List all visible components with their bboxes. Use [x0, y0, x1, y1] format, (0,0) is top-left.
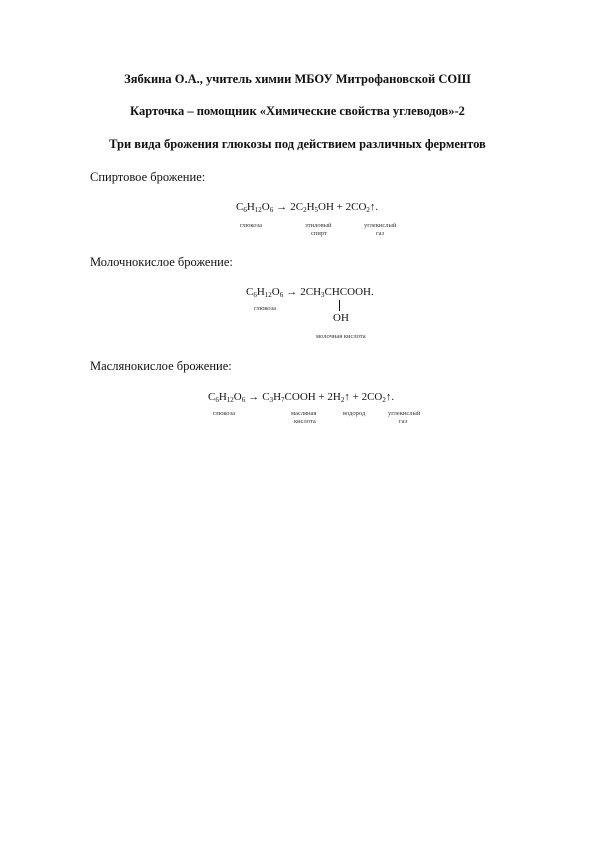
lactic-bond-line: [339, 300, 340, 311]
butyric-caption-co2: углекислый: [388, 410, 421, 417]
card-title: Карточка – помощник «Химические свойства углеводов»-2: [130, 104, 465, 118]
alcohol-equation: $C_6H_{12}O_6 \to 2C_2H_5OH$ + $2CO_2↑$.: [236, 201, 379, 214]
lactic-caption-lactic-acid: молочная кислота: [316, 333, 366, 340]
lactic-caption-glucose: глюкоза: [254, 305, 276, 312]
lactic-equation: $C_6H_{12}O_6$ → $2CH_3CHCOOH$.: [246, 286, 374, 299]
alcohol-caption-ethanol-2: спирт: [311, 230, 327, 237]
alcohol-caption-co2-2: газ: [376, 230, 385, 237]
butyric-fermentation-label: Маслянокислое брожение:: [90, 359, 232, 373]
alcohol-caption-glucose: глюкоза: [240, 222, 262, 229]
butyric-caption-butyric-acid: масляная: [291, 410, 317, 417]
lactic-substituent: OH: [333, 312, 349, 324]
alcohol-caption-co2: углекислый: [364, 222, 397, 229]
butyric-caption-hydrogen: водород: [343, 410, 366, 417]
topic-title: Три вида брожения глюкозы под действием различных ферментов: [109, 137, 486, 151]
alcohol-caption-ethanol: этиловый: [305, 222, 332, 229]
lactic-fermentation-label: Молочнокислое брожение:: [90, 255, 233, 269]
author-line: Зябкина О.А., учитель химии МБОУ Митрофановской СОШ: [124, 72, 471, 86]
butyric-equation: $C_6H_{12}O_6$ → $C_3H_7COOH$ + $2H_2↑$ + $2CO_2↑$.: [208, 391, 395, 404]
alcohol-fermentation-label: Спиртовое брожение:: [90, 170, 206, 184]
butyric-caption-co2-2: газ: [399, 418, 408, 425]
butyric-caption-glucose: глюкоза: [213, 410, 235, 417]
butyric-caption-butyric-acid-2: кислота: [294, 418, 316, 425]
